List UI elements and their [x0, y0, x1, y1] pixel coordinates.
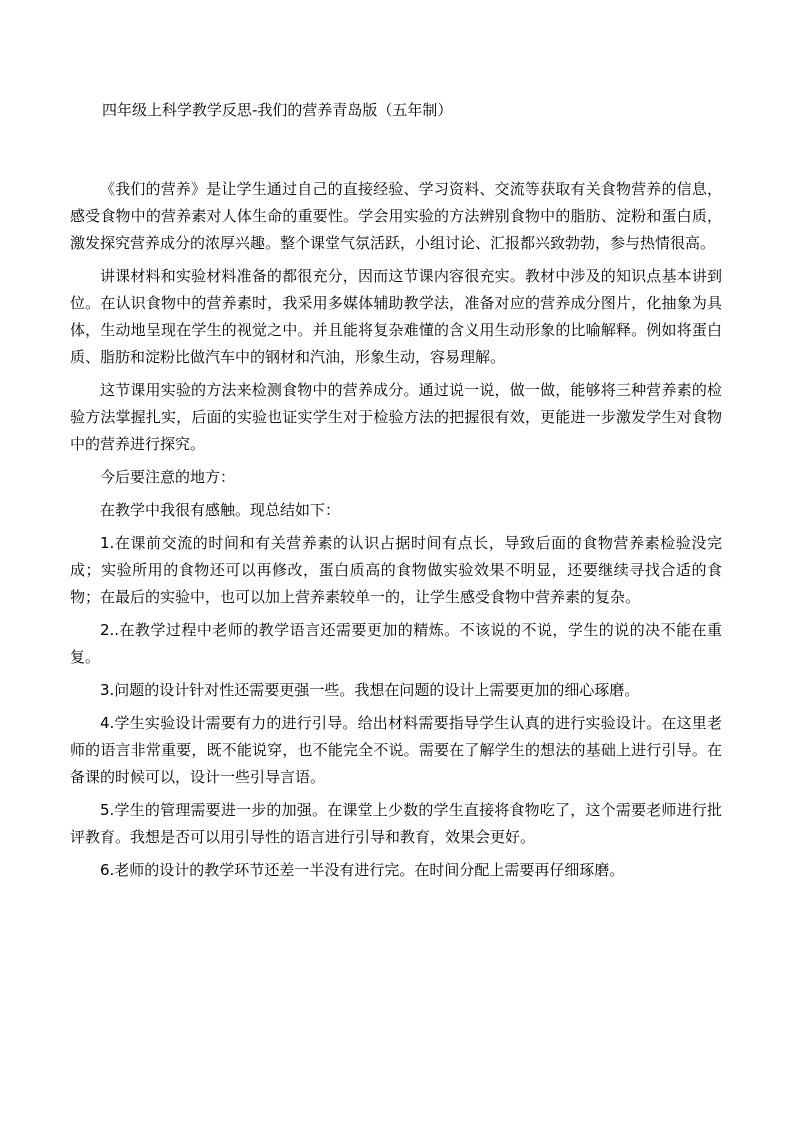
list-item-6: 6.老师的设计的教学环节还差一半没有进行完。在时间分配上需要再仔细琢磨。: [100, 861, 625, 879]
list-item-4: 4.学生实验设计需要有力的进行引导。给出材料需要指导学生认真的进行实验设计。在这里老师的语言非常重要，既不能说穿，也不能完全不说。需要在了解学生的想法的基础上进行引导。在备课的时候可以，设计一些引导言语。: [70, 714, 722, 786]
list-item-5: 5.学生的管理需要进一步的加强。在课堂上少数的学生直接将食物吃了，这个需要老师进行批评教育。我想是否可以用引导性的语言进行引导和教育，效果会更好。: [70, 801, 722, 846]
list-item-1: 1.在课前交流的时间和有关营养素的认识占据时间有点长，导致后面的食物营养素检验没完成；实验所用的食物还可以再修改，蛋白质高的食物做实验效果不明显，还要继续寻找合适的食物；在最后的实验中，也可以加上营养素较单一的，让学生感受食物中营养素的复杂。: [70, 534, 722, 606]
list-item-3: 3.问题的设计针对性还需要更强一些。我想在问题的设计上需要更加的细心琢磨。: [100, 681, 640, 699]
paragraph-intro: 《我们的营养》是让学生通过自己的直接经验、学习资料、交流等获取有关食物营养的信息，感受食物中的营养素对人体生命的重要性。学会用实验的方法辨别食物中的脂肪、淀粉和蛋白质，激发探究营养成分的浓厚兴趣。整个课堂气氛活跃，小组讨论、汇报都兴致勃勃，参与热情很高。: [70, 180, 722, 252]
paragraph-experiment: 这节课用实验的方法来检测食物中的营养成分。通过说一说，做一做，能够将三种营养素的检验方法掌握扎实，后面的实验也证实学生对于检验方法的把握很有效，更能进一步激发学生对食物中的营养进行探究。: [70, 381, 722, 453]
document-body: [70, 176, 722, 890]
list-item-2: 2..在教学过程中老师的教学语言还需要更加的精炼。不该说的不说，学生的说的决不能在重复。: [70, 621, 722, 666]
paragraph-materials: 讲课材料和实验材料准备的都很充分，因而这节课内容很充实。教材中涉及的知识点基本讲到位。在认识食物中的营养素时，我采用多媒体辅助教学法，准备对应的营养成分图片，化抽象为具体，生动地呈现在学生的视觉之中。并且能将复杂难懂的含义用生动形象的比喻解释。例如将蛋白质、脂肪和淀粉比做汽车中的钢材和汽油，形象生动，容易理解。: [70, 267, 722, 366]
paragraph-summary-intro: 在教学中我很有感触。现总结如下：: [100, 501, 341, 519]
paragraph-notes-heading: 今后要注意的地方：: [100, 468, 236, 486]
document-title: 四年级上科学教学反思-我们的营养青岛版（五年制）: [102, 101, 453, 119]
